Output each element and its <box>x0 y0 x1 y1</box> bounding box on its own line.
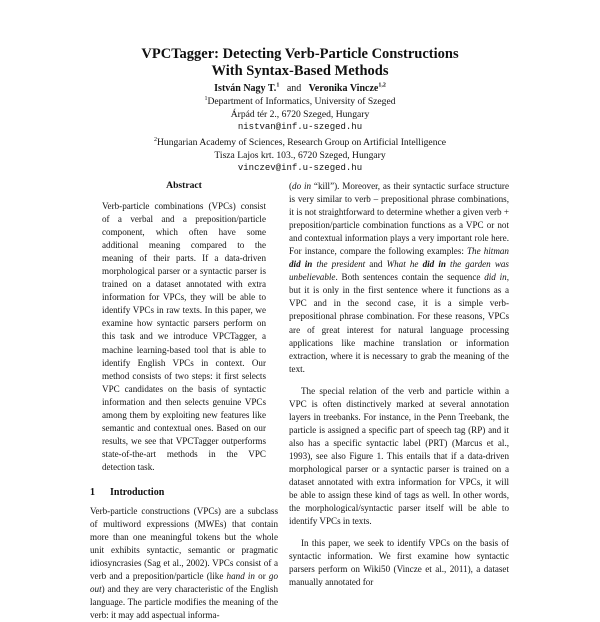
affiliation-1 <box>0 95 600 134</box>
affil-1-address: Árpád tér 2., 6720 Szeged, Hungary <box>230 109 370 120</box>
affiliation-2 <box>0 136 600 175</box>
section-heading-introduction <box>90 486 278 499</box>
right-paragraph-1: (do in “kill”). Moreover, as their syntactic surface structure is very similar to verb – prepositional phrase combinations, it is not straightforward to determine whether a given verb + preposition/particle combination functions as a VPC or not and contextual information plays a very important role here. For instance, compare the following examples: The hitman did in the president and What he did in the garden was unbelievable. Both sentences contain the sequence did in, but it is only in the first sentence where it functions as a VPC and in the second case, it is a simple verb-prepositional phrase combination. For these reasons, VPCs are of great interest for natural language processing applications like machine translation or information extraction, where it is necessary to grab the meaning of the text. <box>289 181 510 374</box>
abstract-body <box>90 200 278 474</box>
section-title: Introduction <box>110 486 165 498</box>
intro-paragraph-1: Verb-particle constructions (VPCs) are a subclass of multiword expressions (MWEs) that contain more than one meaningful tokens but the whole unit exhibits syntactic, semantic or pragmatic idiosyncrasies (Sag et al., 2002). VPCs consist of a verb and a preposition/particle (like hand in or go out) and they are very characteristic of the English language. The particle modifies the meaning of the verb: it may add aspectual informa- <box>90 505 278 621</box>
right-paragraph-2: The special relation of the verb and particle within a VPC is often distinctively marked at several annotation layers in treebanks. For instance, in the Penn Treebank, the particle is assigned a specific part of speech tag (RP) and it also has a specific syntactic label (PRT) (Marcus et al., 1993), see also Figure 1. This entails that if a data-driven morphological parser or a syntactic parser is trained on a dataset annotated with extra information for VPCs, it will be able to assign these kind of tags as well. In other words, the morphological/syntactic parser itself will be able to identify VPCs in texts. <box>289 385 509 527</box>
left-column <box>90 180 278 622</box>
affil-2-marker: 2 <box>153 136 157 143</box>
affil-1-marker: 1 <box>204 95 208 102</box>
right-paragraph-3: In this paper, we seek to identify VPCs on the basis of syntactic information. We first examine how syntactic parsers perform on Wiki50 (Vincze et al., 2011), a dataset manually annotated for <box>289 538 509 588</box>
paper-title <box>0 46 600 80</box>
title-line-2: With Syntax-Based Methods <box>211 63 389 79</box>
affil-2-address: Tisza Lajos krt. 103., 6720 Szeged, Hungary <box>214 150 386 161</box>
affil-2-email: vinczev@inf.u-szeged.hu <box>237 163 363 173</box>
author-2: Veronika Vincze <box>308 83 379 94</box>
abstract-heading: Abstract <box>166 180 202 191</box>
title-line-1: VPCTagger: Detecting Verb-Particle Constructions <box>141 46 459 62</box>
section-number: 1 <box>90 486 95 498</box>
author-2-affil: 1,2 <box>378 82 386 89</box>
right-column <box>289 180 509 589</box>
affil-1-name: Department of Informatics, University of Szeged <box>207 96 396 107</box>
author-line <box>0 82 600 95</box>
author-conjunction: and <box>286 83 302 94</box>
abstract-text: Verb-particle combinations (VPCs) consist of a verbal and a preposition/particle component, which often have some additional meaning compared to the meaning of their parts. If a data-driven morphological parser or a syntactic parser is trained on a dataset annotated with extra information for VPCs, they will be able to identify VPCs in raw texts. In this paper, we examine how syntactic parsers perform on this task and we introduce VPCTagger, a machine learning-based tool that is able to identify English VPCs in context. Our method consists of two steps: it first selects VPC candidates on the basis of syntactic information and then selects genuine VPCs among them by exploiting new features like semantic and contextual ones. Based on our results, we see that VPCTagger outperforms state-of-the-art methods in the VPC detection task. <box>102 201 266 472</box>
affil-1-email: nistvan@inf.u-szeged.hu <box>237 122 363 132</box>
author-1-affil: 1 <box>276 82 280 89</box>
affil-2-name: Hungarian Academy of Sciences, Research Group on Artificial Intelligence <box>156 137 447 148</box>
author-1: István Nagy T. <box>214 83 277 94</box>
